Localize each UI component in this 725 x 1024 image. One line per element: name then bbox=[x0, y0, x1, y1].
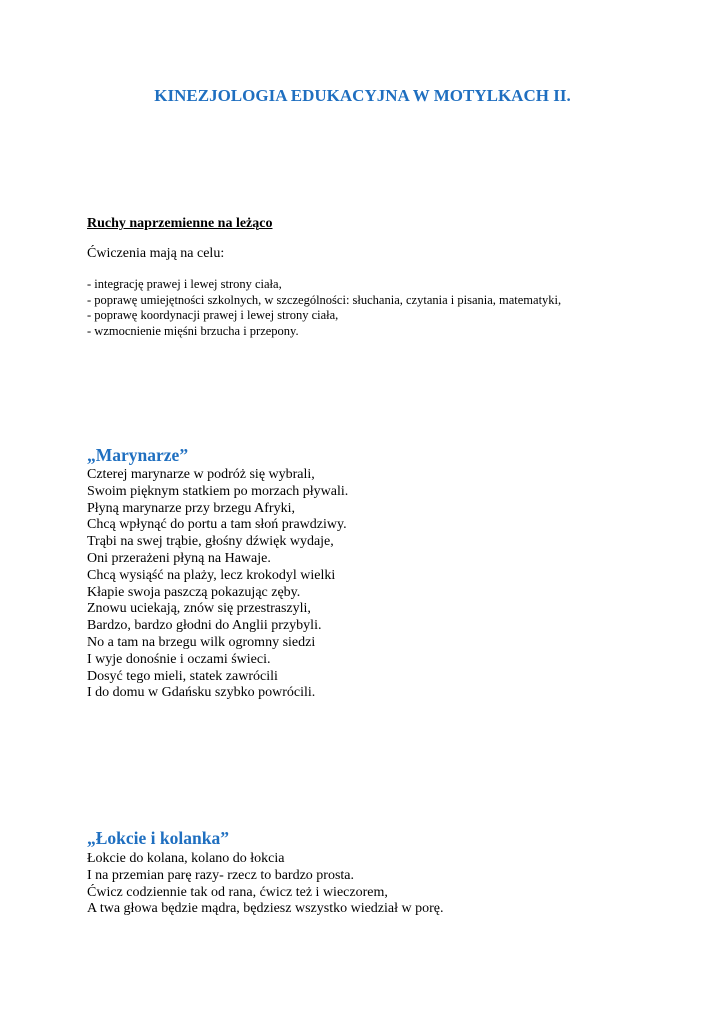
poem-line: No a tam na brzegu wilk ogromny siedzi bbox=[87, 634, 316, 650]
goal-item: - poprawę umiejętności szkolnych, w szczególności: słuchania, czytania i pisania, matematyki, bbox=[87, 292, 562, 307]
poem-line: I wyje donośnie i oczami świeci. bbox=[87, 651, 271, 667]
poem-line: Czterej marynarze w podróż się wybrali, bbox=[87, 467, 315, 482]
poem-line: A twa głowa będzie mądra, będziesz wszystko wiedział w porę. bbox=[87, 901, 444, 917]
poem-line: Oni przerażeni płyną na Hawaje. bbox=[87, 550, 271, 566]
poem-line: Znowu uciekają, znów się przestraszyli, bbox=[87, 601, 311, 617]
poem-line: Trąbi na swej trąbie, głośny dźwięk wydaje, bbox=[87, 534, 334, 550]
poem-line: I do domu w Gdańsku szybko powrócili. bbox=[87, 685, 316, 701]
poem-line: Płyną marynarze przy brzegu Afryki, bbox=[87, 500, 295, 516]
goals-list bbox=[87, 277, 697, 339]
poem-line: Chcą wpłynąć do portu a tam słoń prawdziwy. bbox=[87, 517, 347, 533]
poem-line: Kłapie swoja paszczą pokazując zęby. bbox=[87, 584, 301, 600]
goal-item: - poprawę koordynacji prawej i lewej strony ciała, bbox=[87, 308, 339, 322]
poem-line: Łokcie do kolana, kolano do łokcia bbox=[87, 851, 285, 866]
poem-text-marynarze bbox=[87, 467, 697, 702]
poem-title-marynarze: „Marynarze” bbox=[87, 445, 189, 465]
poem-line: Chcą wysiąść na plaży, lecz krokodyl wielki bbox=[87, 567, 336, 583]
goal-item: - wzmocnienie mięśni brzucha i przepony. bbox=[87, 323, 299, 338]
poem-line: Bardzo, bardzo głodni do Anglii przybyli. bbox=[87, 618, 322, 634]
poem-line: Swoim pięknym statkiem po morzach pływali. bbox=[87, 483, 349, 499]
poem-line: Dosyć tego mieli, statek zawrócili bbox=[87, 668, 278, 684]
goals-intro: Ćwiczenia mają na celu: bbox=[87, 246, 225, 261]
poem-line: I na przemian parę razy- rzecz to bardzo prosta. bbox=[87, 867, 355, 883]
document-title: KINEZJOLOGIA EDUKACYJNA W MOTYLKACH II. bbox=[154, 86, 571, 105]
goal-item: - integrację prawej i lewej strony ciała, bbox=[87, 277, 282, 291]
section-heading: Ruchy naprzemienne na leżąco bbox=[87, 216, 273, 231]
poem-line: Ćwicz codziennie tak od rana, ćwicz też i wieczorem, bbox=[87, 884, 388, 900]
poem-text-lokcie-i-kolanka bbox=[87, 851, 697, 918]
poem-title-lokcie-i-kolanka: „Łokcie i kolanka” bbox=[87, 828, 229, 848]
